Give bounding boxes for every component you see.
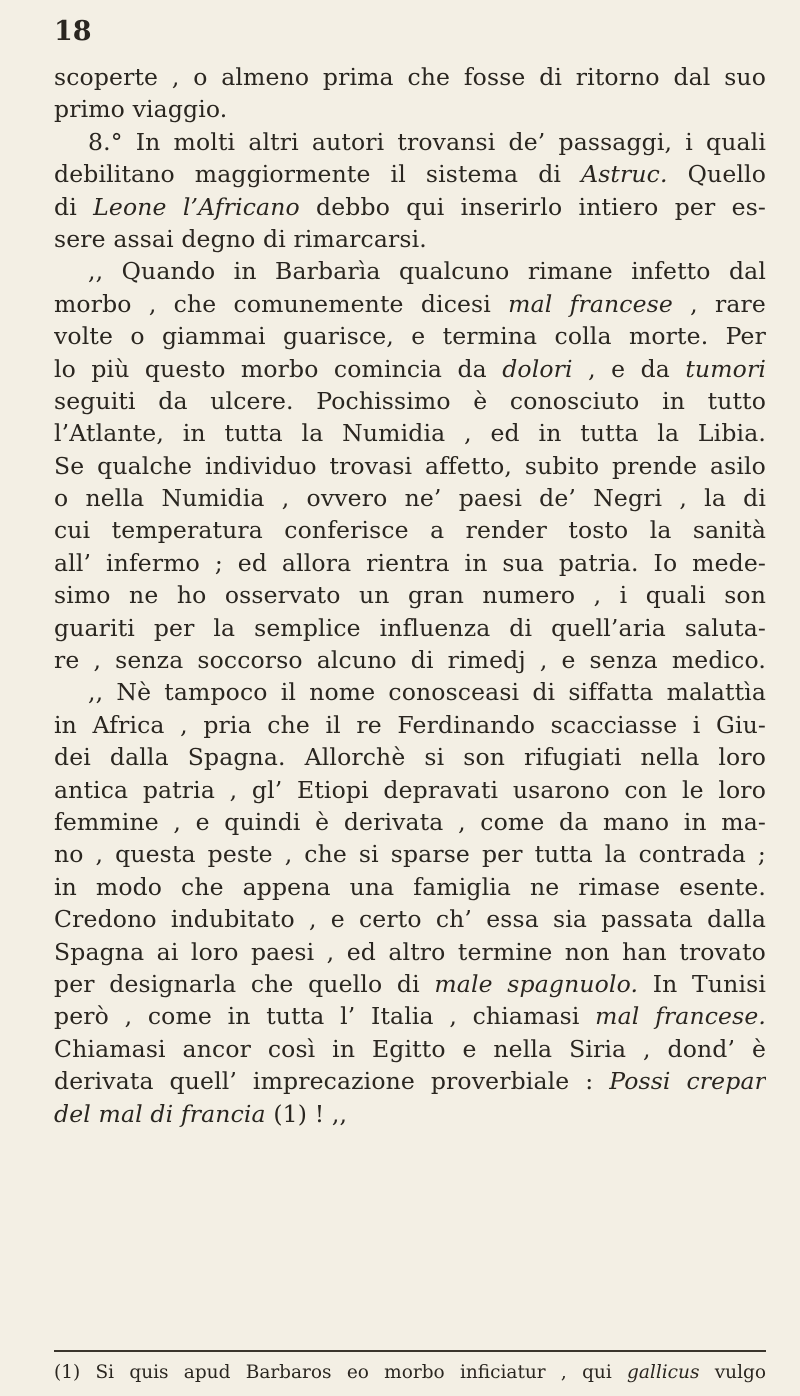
italic-text: dolori bbox=[502, 354, 573, 383]
italic-text: mal francese bbox=[508, 289, 673, 318]
text-run: per designarla che quello di bbox=[54, 969, 435, 998]
text-line bbox=[54, 385, 766, 417]
text-run: o nella Numidia , ovvero ne’ paesi de’ Negri , la di bbox=[54, 484, 766, 513]
text-line bbox=[54, 126, 766, 158]
body-text bbox=[54, 61, 766, 1130]
text-line bbox=[54, 158, 766, 190]
text-run: Se qualche individuo trovasi affetto, subito prende asilo bbox=[54, 451, 766, 480]
italic-text: Possi crepar bbox=[609, 1067, 766, 1096]
text-line bbox=[54, 353, 766, 385]
text-run: in Africa , pria che il re Ferdinando scacciasse i Giu- bbox=[54, 710, 766, 739]
text-line bbox=[54, 288, 766, 320]
text-line bbox=[54, 320, 766, 352]
footnote bbox=[54, 1360, 766, 1386]
text-line bbox=[54, 1033, 766, 1065]
footnote-text-end: vulgo bbox=[699, 1362, 766, 1383]
italic-text: male spagnuolo. bbox=[434, 969, 639, 998]
text-line bbox=[54, 806, 766, 838]
text-line bbox=[54, 514, 766, 546]
text-line bbox=[54, 223, 766, 255]
footnote-text: (1) Si quis apud Barbaros eo morbo inficiatur , qui bbox=[54, 1362, 628, 1383]
text-line bbox=[54, 579, 766, 611]
text-run: morbo , che comunemente dicesi bbox=[54, 289, 509, 318]
text-line bbox=[54, 417, 766, 449]
text-line bbox=[54, 255, 766, 287]
text-line bbox=[54, 547, 766, 579]
text-run: In Tunisi bbox=[638, 969, 766, 998]
text-run: re , senza soccorso alcuno di rimedj , e senza medico. bbox=[54, 646, 766, 675]
text-line bbox=[54, 774, 766, 806]
text-run: l’Atlante, in tutta la Numidia , ed in tutta la Libia. bbox=[54, 419, 766, 448]
text-line bbox=[54, 903, 766, 935]
text-run: guariti per la semplice influenza di quell’aria saluta- bbox=[54, 613, 766, 642]
text-line bbox=[54, 482, 766, 514]
text-line bbox=[54, 644, 766, 676]
text-line bbox=[54, 968, 766, 1000]
text-run: antica patria , gl’ Etiopi depravati usarono con le loro bbox=[54, 775, 766, 804]
text-run: Credono indubitato , e certo ch’ essa sia passata dalla bbox=[54, 905, 766, 934]
text-line bbox=[54, 676, 766, 708]
text-run: all’ infermo ; ed allora rientra in sua patria. Io mede- bbox=[54, 548, 766, 577]
text-line bbox=[54, 450, 766, 482]
page-number: 18 bbox=[54, 16, 92, 47]
footnote-rule bbox=[54, 1350, 766, 1352]
text-run: derivata quell’ imprecazione proverbiale : bbox=[54, 1067, 610, 1096]
text-run: ,, Nè tampoco il nome conosceasi di siffatta malattìa bbox=[88, 678, 766, 707]
text-run: , rare bbox=[672, 289, 766, 318]
text-line bbox=[54, 709, 766, 741]
italic-text: Astruc. bbox=[581, 160, 668, 189]
text-run: volte o giammai guarisce, e termina colla morte. Per bbox=[54, 322, 766, 351]
text-run: in modo che appena una famiglia ne rimase esente. bbox=[54, 872, 766, 901]
text-run: 8.° In molti altri autori trovansi de’ passaggi, i quali bbox=[88, 127, 766, 156]
italic-text: mal francese. bbox=[595, 1002, 766, 1031]
italic-text: Leone l’Africano bbox=[93, 192, 300, 221]
text-run: Spagna ai loro paesi , ed altro termine non han trovato bbox=[54, 937, 766, 966]
text-run: (1) ! ,, bbox=[265, 1099, 348, 1128]
italic-text: del mal di francia bbox=[54, 1099, 266, 1128]
text-run: debilitano maggiormente il sistema di bbox=[54, 160, 582, 189]
text-run: primo viaggio. bbox=[54, 95, 228, 124]
text-line bbox=[54, 61, 766, 93]
text-line bbox=[54, 1000, 766, 1032]
text-line bbox=[54, 936, 766, 968]
text-run: Quello bbox=[667, 160, 766, 189]
text-run: cui temperatura conferisce a render tosto la sanità bbox=[54, 516, 766, 545]
text-run: di bbox=[54, 192, 94, 221]
text-run: no , questa peste , che si sparse per tutta la contrada ; bbox=[54, 840, 766, 869]
text-run: però , come in tutta l’ Italia , chiamasi bbox=[54, 1002, 596, 1031]
text-run: debbo qui inserirlo intiero per es- bbox=[299, 192, 766, 221]
text-line bbox=[54, 612, 766, 644]
text-run: lo più questo morbo comincia da bbox=[54, 354, 503, 383]
text-line bbox=[54, 1065, 766, 1097]
text-run: sere assai degno di rimarcarsi. bbox=[54, 224, 427, 253]
text-line bbox=[54, 741, 766, 773]
text-run: Chiamasi ancor così in Egitto e nella Siria , dond’ è bbox=[54, 1034, 766, 1063]
text-run: scoperte , o almeno prima che fosse di ritorno dal suo bbox=[54, 63, 766, 91]
text-line bbox=[54, 191, 766, 223]
text-line bbox=[54, 871, 766, 903]
text-run: ,, Quando in Barbarìa qualcuno rimane infetto dal bbox=[88, 257, 766, 286]
text-line bbox=[54, 838, 766, 870]
text-line bbox=[54, 93, 766, 125]
text-run: dei dalla Spagna. Allorchè si son rifugiati nella loro bbox=[54, 743, 766, 772]
text-line bbox=[54, 1098, 766, 1130]
text-run: , e da bbox=[572, 354, 686, 383]
italic-text: tumori bbox=[685, 354, 766, 383]
text-run: seguiti da ulcere. Pochissimo è conosciuto in tutto bbox=[54, 386, 766, 415]
text-run: femmine , e quindi è derivata , come da mano in ma- bbox=[54, 807, 766, 836]
text-run: simo ne ho osservato un gran numero , i quali son bbox=[54, 581, 766, 610]
footnote-italic: gallicus bbox=[627, 1362, 700, 1383]
